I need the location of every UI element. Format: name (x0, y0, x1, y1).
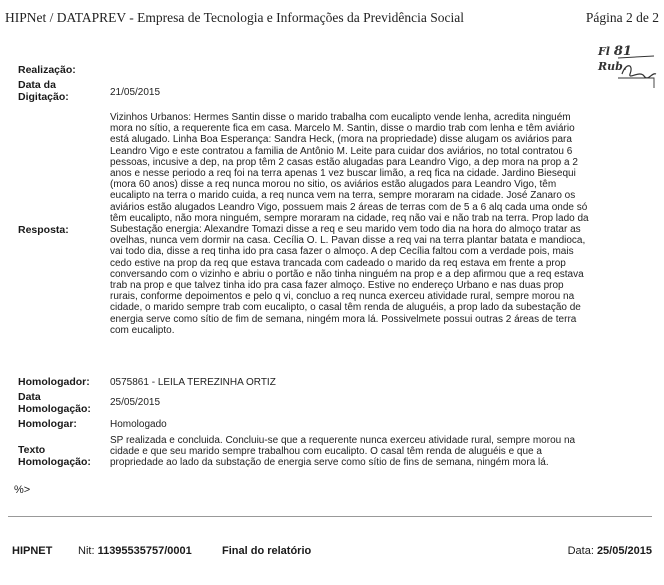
header-title: HIPNet / DATAPREV - Empresa de Tecnologia e Informações da Previdência Social (5, 10, 464, 25)
signature-scribble-icon (596, 44, 658, 96)
texto-homologacao-value: SP realizada e concluida. Concluiu-se que a requerente nunca exerceu atividade rural, sempre morou na cidade e que seu marido sempre trabalhou com eucalipto. O casal têm renda de aluguéis e que a propriedade ao lado da substação de energia serve como sítio de fins de semana, ningém mora lá. (110, 435, 576, 469)
document-header (5, 10, 659, 26)
footer-date: Data: 25/05/2015 (567, 545, 652, 557)
footer-divider (8, 516, 652, 517)
data-homologacao-value: 25/05/2015 (110, 397, 161, 408)
stamp-rubric-label: Rub. (598, 60, 627, 73)
stamp-folio-label: Fl 81 (598, 44, 632, 59)
percent-marker: %> (14, 484, 31, 496)
footer-date-value: 25/05/2015 (596, 545, 652, 557)
data-digitacao-label: Data da Digitação: (18, 79, 69, 103)
resposta-label: Resposta: (18, 224, 69, 236)
homologar-label: Homologar: (18, 418, 77, 430)
stamp-folio-number: 81 (613, 44, 632, 59)
data-digitacao-value: 21/05/2015 (110, 87, 161, 98)
footer-nit: Nit: 11395535757/0001 (78, 545, 192, 557)
footer-nit-value: 11395535757/0001 (97, 545, 192, 557)
page-number: Página 2 de 2 (585, 10, 659, 25)
realizacao-label: Realização: (18, 64, 76, 76)
homologador-label: Homologador: (18, 376, 90, 388)
resposta-value: Vizinhos Urbanos: Hermes Santin disse o marido trabalha com eucalipto vende lenha, acredita ninguém mora no sítio, a requerente fica em casa. Marcelo M. Santin, disse o mardio trab com lenha e têm aviário está alugado. Linha Boa Esperança: Sandra Heck, (mora na propriedade) disse alugam os aviários para Leandro Vigo e este contratou a familia de Antônio M. Leite para cuidar dos aviários, no total contratou 6 pessoas, incusive a dep, na prop têm 2 casas estão alugadas para Leandro Vigo, a dep mora na prop a 2 anos e nesse periodo a req foi na terra apenas 1 vez buscar limão, a req fica na cidade. Jardino Biesequi (mora 60 anos) disse a req nunca morou no sitio, os aviários estão alugados para Leandro Vigo, têm eucalipto na terra o marido cuida, a req nunca vem na terra, sempre moraram na cidade. José Zanaro os aviários estão alugados Leandro Vigo, possuem mais 2 áreas de terras com de 5 a 6 alq cada uma onde só têm eucalipto, não mora ninguém, sempre moraram na cidade, req não vai e não trab na terra. Prop lado da Subestação energia: Alexandre Tomazi disse a req e seu marido vem todo dia na hora do almoço tratar as ovelhas, nunca vem dormir na casa. Cecília O. L. Pavan disse a req vai na terra plantar batata e mandioca, vai todo dia, disse a req tinha ido pra casa fazer o almoço. A dep Cecília faltou com a verdade pois, mais cedo estive na prop da req que estava trancada com cadeado o marido da req estava em frente a prop conversando com o vizinho e abriu o portão e não tinha ninguém na prop e a dep afirmou que a req estava trab na prop e que talvez tinha ido pra casa fazer almoço. Estive no endereço Urbano e nas duas prop rurais, conforme depoimentos e pelo q vi, concluo a req nunca exerceu atividade rural, sempre morou na cidade, o marido sempre trab com eucalipto, o casal têm renda de aluguéis, a prop lado da subestação de energia serve como sítio de fim de semana, ningém mora lá. Possivelmete possui outras 2 áreas de terra com eucalipto. (110, 112, 589, 336)
footer-brand: HIPNET (12, 545, 53, 557)
homologador-value: 0575861 - LEILA TEREZINHA ORTIZ (110, 377, 276, 388)
homologar-value: Homologado (110, 419, 167, 430)
texto-homologacao-label: Texto Homologação: (18, 444, 91, 468)
page-stamp (596, 44, 658, 96)
footer-final-report: Final do relatório (222, 545, 312, 557)
data-homologacao-label: Data Homologação: (18, 391, 91, 415)
